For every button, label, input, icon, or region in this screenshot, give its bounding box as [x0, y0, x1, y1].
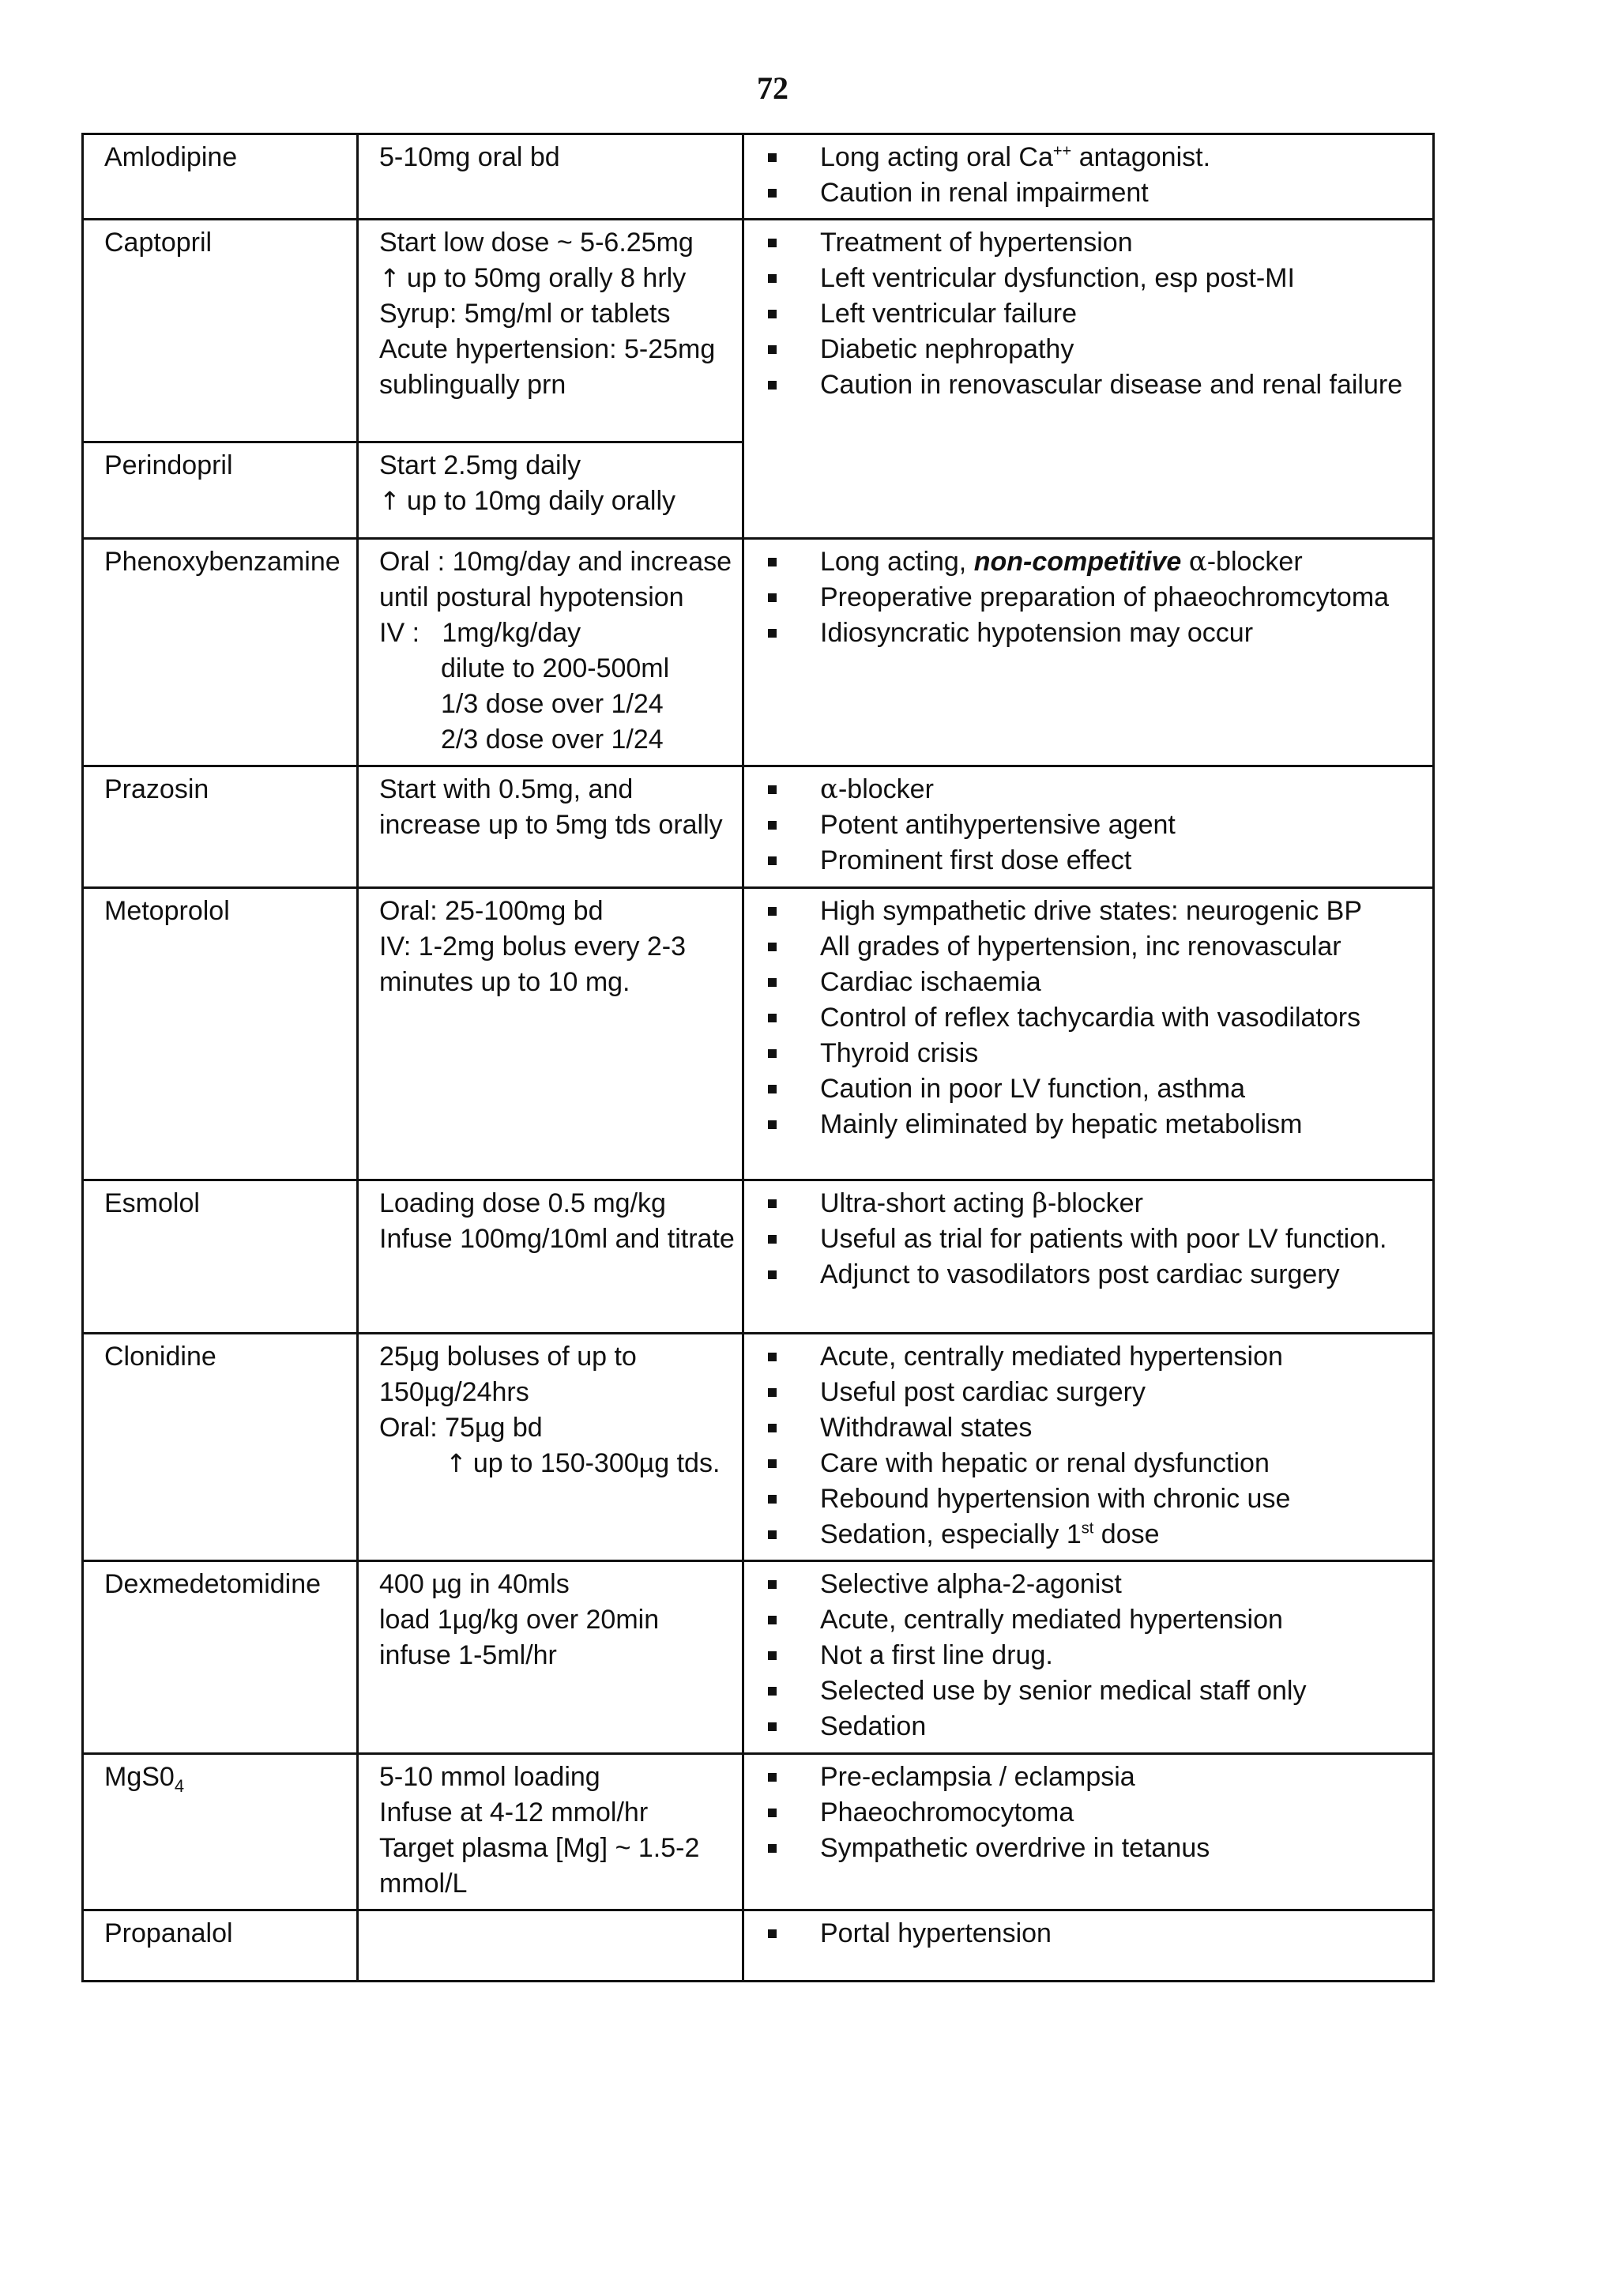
list-item: Ultra-short acting β-blocker [765, 1186, 1412, 1221]
dose-line: sublingually prn [379, 370, 566, 400]
table-row [83, 766, 1434, 888]
dose-line: Acute hypertension: 5-25mg [379, 334, 716, 364]
list-item: Long acting oral Ca++ antagonist. [765, 140, 1412, 175]
list-item: Care with hepatic or renal dysfunction [765, 1446, 1412, 1481]
list-item: Acute, centrally mediated hypertension [765, 1339, 1412, 1375]
list-item: α-blocker [765, 772, 1412, 807]
list-item: Idiosyncratic hypotension may occur [765, 615, 1412, 651]
dose-cell [358, 220, 743, 442]
list-item: Cardiac ischaemia [765, 965, 1412, 1000]
notes-cell [743, 1561, 1434, 1754]
dose-cell [358, 1910, 743, 1982]
dose-line: 25µg boluses of up to [379, 1342, 637, 1372]
dose-line: Syrup: 5mg/ml or tablets [379, 299, 671, 329]
list-item: Selective alpha-2-agonist [765, 1567, 1412, 1602]
dose-line: 150µg/24hrs [379, 1377, 529, 1407]
drug-name: $MgS0_4$ [83, 1754, 358, 1910]
dose-line: IV: 1-2mg bolus every 2-3 [379, 932, 687, 962]
drug-name: Amlodipine [83, 134, 358, 220]
dose-line: Oral: 75µg bd [379, 1413, 543, 1443]
list-item: Sedation [765, 1709, 1412, 1745]
drug-name: Esmolol [83, 1180, 358, 1334]
dose-cell [358, 1754, 743, 1910]
dose-line: infuse 1-5ml/hr [379, 1640, 557, 1670]
list-item: Diabetic nephropathy [765, 332, 1412, 367]
table-row [83, 539, 1434, 766]
notes-cell [743, 1334, 1434, 1561]
notes-cell [743, 539, 1434, 766]
dose-line: Loading dose 0.5 mg/kg [379, 1188, 666, 1218]
dose-line: 400 µg in 40mls [379, 1569, 570, 1599]
list-item: Selected use by senior medical staff only [765, 1673, 1412, 1709]
notes-cell [743, 1180, 1434, 1334]
notes-cell [743, 888, 1434, 1180]
dose-line: dilute to 200-500ml [441, 653, 670, 683]
dose-line: 5-10 mmol loading [379, 1762, 600, 1792]
dose-cell [358, 1561, 743, 1754]
list-item: Withdrawal states [765, 1410, 1412, 1446]
notes-cell [743, 134, 1434, 220]
dose-line: Target plasma [Mg] ~ 1.5-2 [379, 1833, 700, 1863]
list-item: Caution in renal impairment [765, 175, 1412, 211]
list-item: Phaeochromocytoma [765, 1795, 1412, 1831]
dose-line: Oral : 10mg/day and increase [379, 547, 732, 577]
drug-table [81, 133, 1435, 1982]
list-item: Left ventricular dysfunction, esp post-MI [765, 261, 1412, 296]
table-row [83, 1561, 1434, 1754]
dose-cell [358, 766, 743, 888]
list-item: Prominent first dose effect [765, 843, 1412, 879]
dose-cell [358, 1334, 743, 1561]
dose-line: ↑ up to 10mg daily orally [379, 486, 675, 516]
dose-line: ↑ up to 150-300µg tds. [446, 1448, 721, 1478]
list-item: Caution in poor LV function, asthma [765, 1071, 1412, 1107]
dose-line: ↑ up to 50mg orally 8 hrly [379, 263, 687, 293]
list-item: Useful post cardiac surgery [765, 1375, 1412, 1410]
drug-name: Prazosin [83, 766, 358, 888]
list-item: Potent antihypertensive agent [765, 807, 1412, 843]
table-row [83, 1334, 1434, 1561]
drug-name: Metoprolol [83, 888, 358, 1180]
dose-line: until postural hypotension [379, 582, 684, 612]
up-arrow-icon: ↑ [379, 263, 401, 293]
notes-cell [743, 220, 1434, 539]
drug-name: Phenoxybenzamine [83, 539, 358, 766]
drug-name: Dexmedetomidine [83, 1561, 358, 1754]
up-arrow-icon: ↑ [379, 486, 401, 516]
list-item: Preoperative preparation of phaeochromcytoma [765, 580, 1412, 615]
dose-cell [358, 442, 743, 539]
notes-cell [743, 766, 1434, 888]
notes-cell [743, 1754, 1434, 1910]
list-item: High sympathetic drive states: neurogenic BP [765, 894, 1412, 929]
dose-line: Infuse 100mg/10ml and titrate [379, 1224, 735, 1254]
dose-line: 1/3 dose over 1/24 [441, 689, 664, 719]
list-item: Useful as trial for patients with poor LV function. [765, 1221, 1412, 1257]
dose-line: Start with 0.5mg, and [379, 774, 634, 804]
list-item: Sympathetic overdrive in tetanus [765, 1831, 1412, 1866]
dose-line: Start 2.5mg daily [379, 450, 581, 480]
notes-cell [743, 1910, 1434, 1982]
dose-line: Oral: 25-100mg bd [379, 896, 604, 926]
drug-name: Clonidine [83, 1334, 358, 1561]
table-row [83, 134, 1434, 220]
list-item: All grades of hypertension, inc renovascular [765, 929, 1412, 965]
dose-line: Start low dose ~ 5-6.25mg [379, 228, 694, 258]
list-item: Pre-eclampsia / eclampsia [765, 1760, 1412, 1795]
dose-cell [358, 1180, 743, 1334]
page-number: 72 [757, 70, 788, 106]
list-item: Thyroid crisis [765, 1036, 1412, 1071]
dose-line: 5-10mg oral bd [379, 142, 560, 172]
table-row [83, 1180, 1434, 1334]
dose-cell [358, 134, 743, 220]
table-row [83, 220, 1434, 442]
list-item: Control of reflex tachycardia with vasodilators [765, 1000, 1412, 1036]
table-row [83, 1910, 1434, 1982]
list-item: Rebound hypertension with chronic use [765, 1481, 1412, 1517]
dose-line: Infuse at 4-12 mmol/hr [379, 1797, 649, 1827]
up-arrow-icon: ↑ [446, 1448, 467, 1478]
drug-name: Perindopril [83, 442, 358, 539]
list-item: Not a first line drug. [765, 1638, 1412, 1673]
list-item: Sedation, especially 1st dose [765, 1517, 1412, 1553]
dose-line: mmol/L [379, 1869, 468, 1899]
drug-name: Captopril [83, 220, 358, 442]
table-row [83, 1754, 1434, 1910]
dose-line: minutes up to 10 mg. [379, 967, 630, 997]
dose-line: 2/3 dose over 1/24 [441, 725, 664, 755]
list-item: Portal hypertension [765, 1916, 1412, 1952]
dose-cell [358, 539, 743, 766]
list-item: Mainly eliminated by hepatic metabolism [765, 1107, 1412, 1142]
list-item: Treatment of hypertension [765, 225, 1412, 261]
list-item: Long acting, non-competitive α-blocker [765, 544, 1412, 580]
list-item: Caution in renovascular disease and renal failure [765, 367, 1412, 403]
list-item: Acute, centrally mediated hypertension [765, 1602, 1412, 1638]
drug-name: Propanalol [83, 1910, 358, 1982]
dose-cell [358, 888, 743, 1180]
table-row [83, 888, 1434, 1180]
dose-line: increase up to 5mg tds orally [379, 810, 723, 840]
dose-line: load 1µg/kg over 20min [379, 1605, 660, 1635]
list-item: Adjunct to vasodilators post cardiac surgery [765, 1257, 1412, 1293]
dose-line: IV : 1mg/kg/day [379, 618, 581, 648]
list-item: Left ventricular failure [765, 296, 1412, 332]
